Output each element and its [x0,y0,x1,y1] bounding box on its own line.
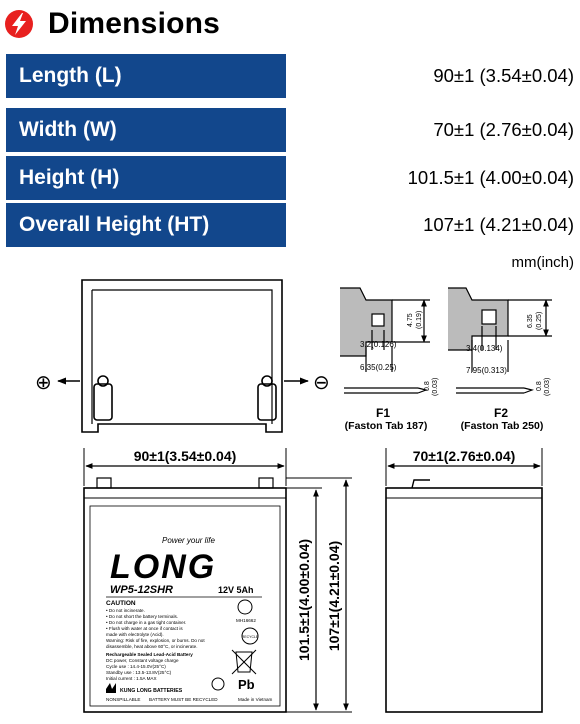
f2-dim-height-in: (0.25) [536,311,543,330]
f1-dim-width: 6.35(0.25) [360,363,397,372]
label-model: WP5-12SHR [110,584,173,596]
row-value: 107±1 (4.21±0.04) [423,214,574,235]
label-spec-line: Cycle use : 14.4-15.0V(25°C) [106,664,166,669]
front-height-dim: 101.5±1(4.00±0.04) [296,538,312,662]
label-rating: 12V 5Ah [218,585,254,595]
label-caution-line: • Do not incinerate. [106,608,145,613]
f2-dim-hole: 3.4(0.134) [466,344,503,353]
label-spec-line: DC power, Constant voltage charge [106,658,179,663]
f1-dim-thick: 0.8 [424,381,431,391]
side-terminal-tab [412,480,430,488]
page-title: Dimensions [48,7,221,40]
label-nonspill: NONSPILLABLE [106,697,141,702]
terminal-f2-drawing [448,288,552,393]
label-caution-line: • Flush with water at once if contact is [106,626,183,631]
label-spec-line: Initial current : 1.5A MAX [106,676,157,681]
f2-dim-width: 7.95(0.313) [466,366,507,375]
label-recycle-text: RECYCLE [241,635,259,639]
f1-dim-height-in: (0.19) [416,310,423,329]
unit-note: mm(inch) [511,254,574,271]
label-caution-line: • Do not short the battery terminals. [106,614,179,619]
row-label: Width (W) [6,108,286,152]
ul-mark-icon [238,600,252,614]
label-pb: Pb [238,677,255,692]
top-view [82,280,282,432]
label-recycle-notice: BATTERY MUST BE RECYCLED [149,697,218,702]
side-view [386,448,542,712]
side-width-dim: 70±1(2.76±0.04) [412,448,516,464]
label-spec-line: Rechargeable Sealed Lead-Acid Battery [106,652,193,657]
front-overall-height-dim: 107±1(4.21±0.04) [326,540,342,652]
terminal-left-top [94,384,112,420]
f1-dim-hole: 3.2(0.126) [360,340,397,349]
front-width-dim: 90±1(3.54±0.04) [133,448,237,464]
top-view-inner-lid [92,290,272,424]
kl-logo-icon [106,683,116,693]
label-caution-line: made with electrolyte (Acid). [106,632,164,637]
f2-dim-thick: 0.8 [536,381,543,391]
row-value: 101.5±1 (4.00±0.04) [407,167,574,188]
row-label: Overall Height (HT) [6,203,286,247]
terminal-right-top [258,384,276,420]
row-label: Length (L) [6,54,286,98]
crossed-bin-icon [232,650,256,674]
label-spec-line: Standby use : 13.5-13.8V(25°C) [106,670,172,675]
f1-name: F1 [375,406,391,420]
recycle-arrows-icon [212,678,224,690]
row-label: Height (H) [6,156,286,200]
f2-dim-height: 6.35 [527,314,534,328]
label-caution-line: disassemble, heat above 60°C, or incinerate. [106,644,198,649]
row-value: 90±1 (3.54±0.04) [433,65,574,86]
label-caution-line: Warning: Risk of fire, explosion, or burns. Do not [106,638,205,643]
f1-dim-height: 4.75 [407,313,414,327]
f2-name: F2 [493,406,509,420]
row-value: 70±1 (2.76±0.04) [433,119,574,140]
label-brand: LONG [110,548,217,586]
label-company: KUNG LONG BATTERIES [120,688,183,694]
plus-symbol: ⊕ [35,372,52,394]
f2-caption: (Faston Tab 250) [460,420,544,432]
front-terminal-left [97,478,111,488]
f1-dim-thick-in: (0.03) [432,377,439,396]
minus-symbol: ⊖ [313,372,330,394]
f2-dim-thick-in: (0.03) [544,377,551,396]
label-caution-title: CAUTION [106,600,136,607]
label-tagline: Power your life [162,536,215,545]
label-made-in: Made in Vietnam [238,697,273,702]
f1-caption: (Faston Tab 187) [344,420,428,432]
label-caution-line: • Do not charge in a gas tight container. [106,620,187,625]
side-battery-outline [386,488,542,712]
label-ul-code: MH16662 [236,618,256,623]
front-terminal-right [259,478,273,488]
